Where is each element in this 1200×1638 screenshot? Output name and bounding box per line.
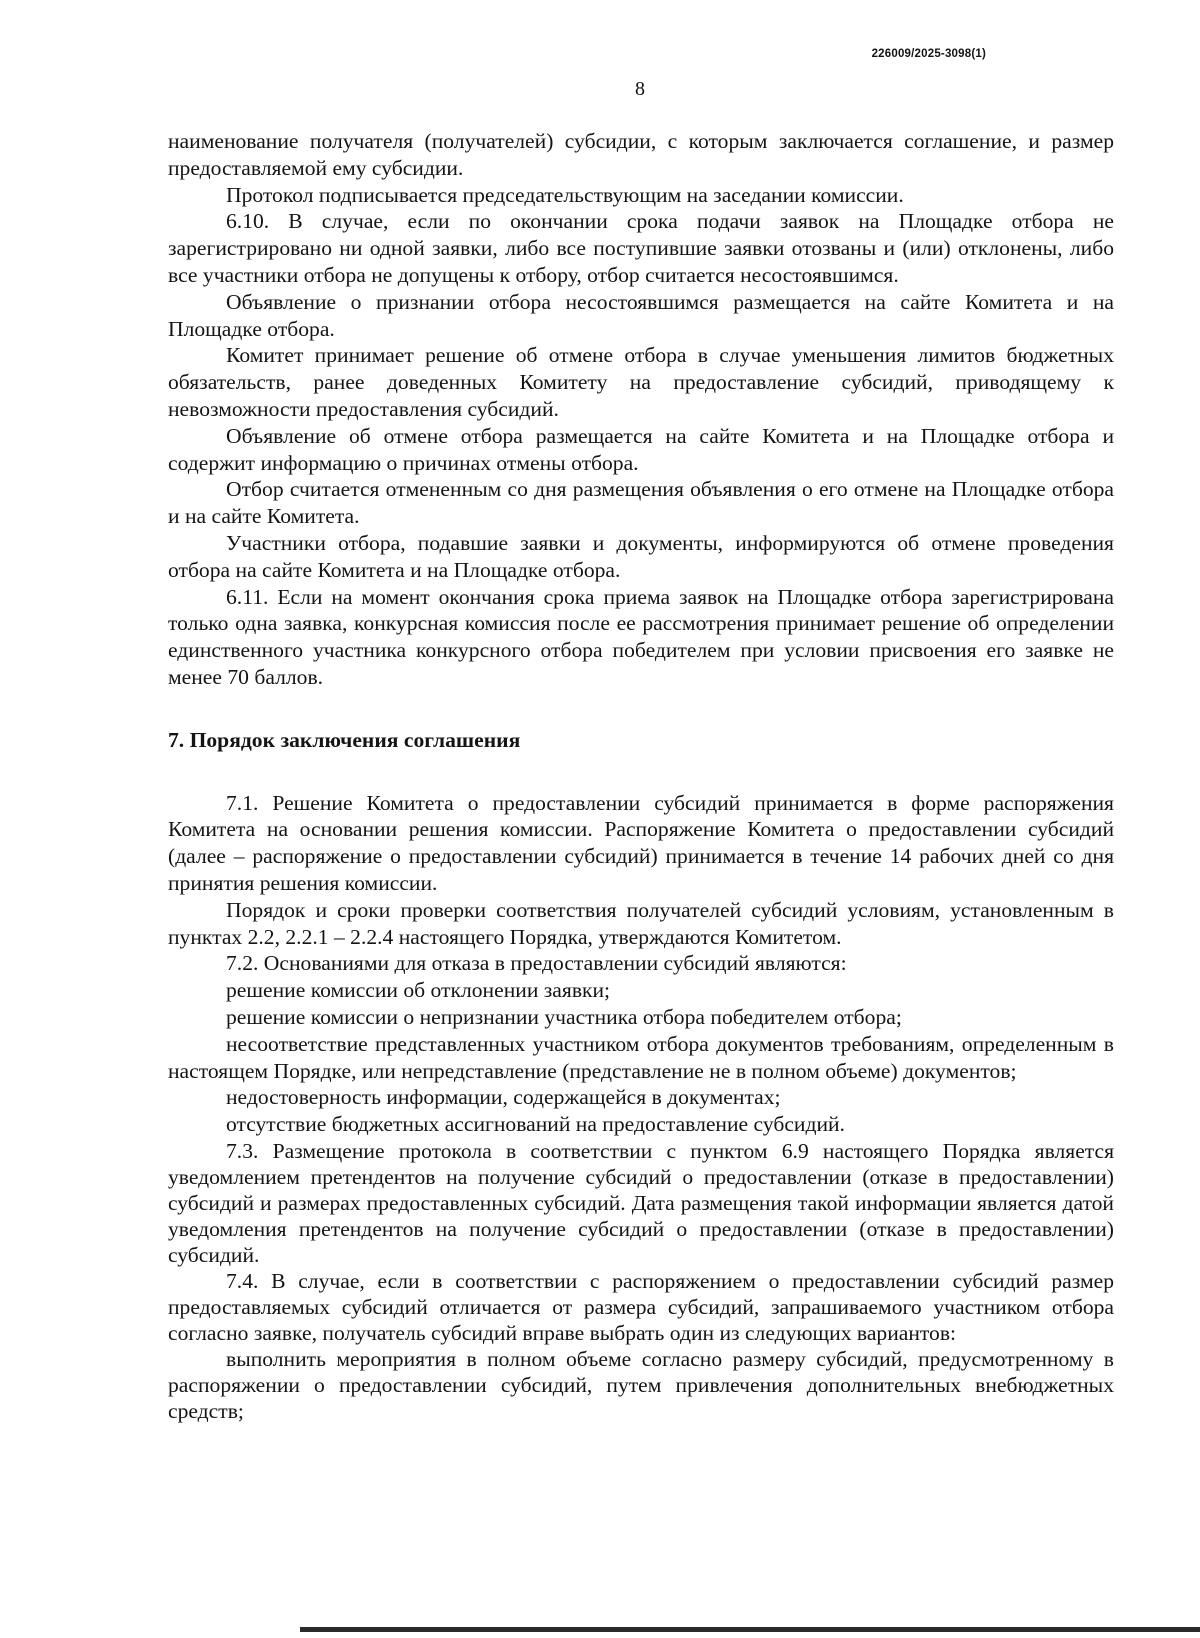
paragraph-7-3: 7.3. Размещение протокола в соответствии с пунктом 6.9 настоящего Порядка является уведомлением претендентов на получение субсидий о предоставлении (отказе в предоставлении) субсидий и размерах предоставленных субсидий. Дата размещения такой информации является датой уведомления претендентов на получение субсидий о предоставлении (отказе в предоставлении) субсидий. — [168, 1138, 1114, 1267]
paragraph-failed-selection-notice: Объявление о признании отбора несостоявшимся размещается на сайте Комитета и на Площадке отбора. — [168, 289, 1114, 341]
scan-bottom-edge-divider — [300, 1627, 1200, 1632]
section-heading: 7. Порядок заключения соглашения — [168, 727, 521, 752]
paragraph-7-1: 7.1. Решение Комитета о предоставлении субсидий принимается в форме распоряжения Комитета на основании решения комиссии. Распоряжение Комитета о предоставлении субсидий (далее – распоряжение о предоставлении субсидий) принимается в течение 14 рабочих дней со дня принятия решения комиссии. — [168, 790, 1114, 895]
page-number: 8 — [635, 78, 645, 100]
document-body — [168, 128, 1114, 1424]
list-item: недостоверность информации, содержащейся в документах; — [226, 1085, 781, 1110]
list-item: несоответствие представленных участником отбора документов требованиям, определенным в настоящем Порядке, или непредставление (представление не в полном объеме) документов; — [168, 1031, 1114, 1083]
paragraph-7-2: 7.2. Основаниями для отказа в предоставлении субсидий являются: — [226, 951, 847, 976]
paragraph-cancellation-date: Отбор считается отмененным со дня размещения объявления о его отмене на Площадке отбора и на сайте Комитета. — [168, 477, 1114, 529]
list-item: отсутствие бюджетных ассигнований на предоставление субсидий. — [226, 1112, 845, 1137]
document-registration-number: 226009/2025-3098(1) — [871, 48, 986, 60]
paragraph-recipient-name: наименование получателя (получателей) субсидии, с которым заключается соглашение, и размер предоставляемой ему субсидии. — [168, 129, 1114, 180]
list-item: решение комиссии об отклонении заявки; — [226, 978, 611, 1003]
paragraph-cancellation-notice: Объявление об отмене отбора размещается на сайте Комитета и на Площадке отбора и содержит информацию о причинах отмены отбора. — [168, 423, 1114, 475]
list-item: выполнить мероприятия в полном объеме согласно размеру субсидий, предусмотренному в распоряжении о предоставлении субсидий, путем привлечения дополнительных внебюджетных средств; — [168, 1346, 1114, 1423]
list-item: решение комиссии о непризнании участника отбора победителем отбора; — [226, 1004, 902, 1029]
paragraph-protocol-signing: Протокол подписывается председательствующим на заседании комиссии. — [226, 182, 904, 207]
paragraph-6-10: 6.10. В случае, если по окончании срока подачи заявок на Площадке отбора не зарегистрировано ни одной заявки, либо все поступившие заявки отозваны и (или) отклонены, либо все участники отбора не допущены к отбору, отбор считается несостоявшимся. — [168, 209, 1114, 287]
paragraph-verification-procedure: Порядок и сроки проверки соответствия получателей субсидий условиям, установленным в пунктах 2.2, 2.2.1 – 2.2.4 настоящего Порядка, утверждаются Комитетом. — [168, 897, 1114, 949]
paragraph-cancellation-decision: Комитет принимает решение об отмене отбора в случае уменьшения лимитов бюджетных обязательств, ранее доведенных Комитету на предоставление субсидий, приводящему к невозможности предоставления субсидий. — [168, 343, 1114, 421]
paragraph-7-4: 7.4. В случае, если в соответствии с распоряжением о предоставлении субсидий размер предоставляемых субсидий отличается от размера субсидий, запрашиваемого участником отбора согласно заявке, получатель субсидий вправе выбрать один из следующих вариантов: — [168, 1268, 1114, 1345]
paragraph-participants-informed: Участники отбора, подавшие заявки и документы, информируются об отмене проведения отбора на сайте Комитета и на Площадке отбора. — [168, 530, 1114, 582]
paragraph-6-11: 6.11. Если на момент окончания срока приема заявок на Площадке отбора зарегистрирована только одна заявка, конкурсная комиссия после ее рассмотрения принимает решение об определении единственного участника конкурсного отбора победителем при условии присвоения его заявке не менее 70 баллов. — [168, 584, 1114, 689]
